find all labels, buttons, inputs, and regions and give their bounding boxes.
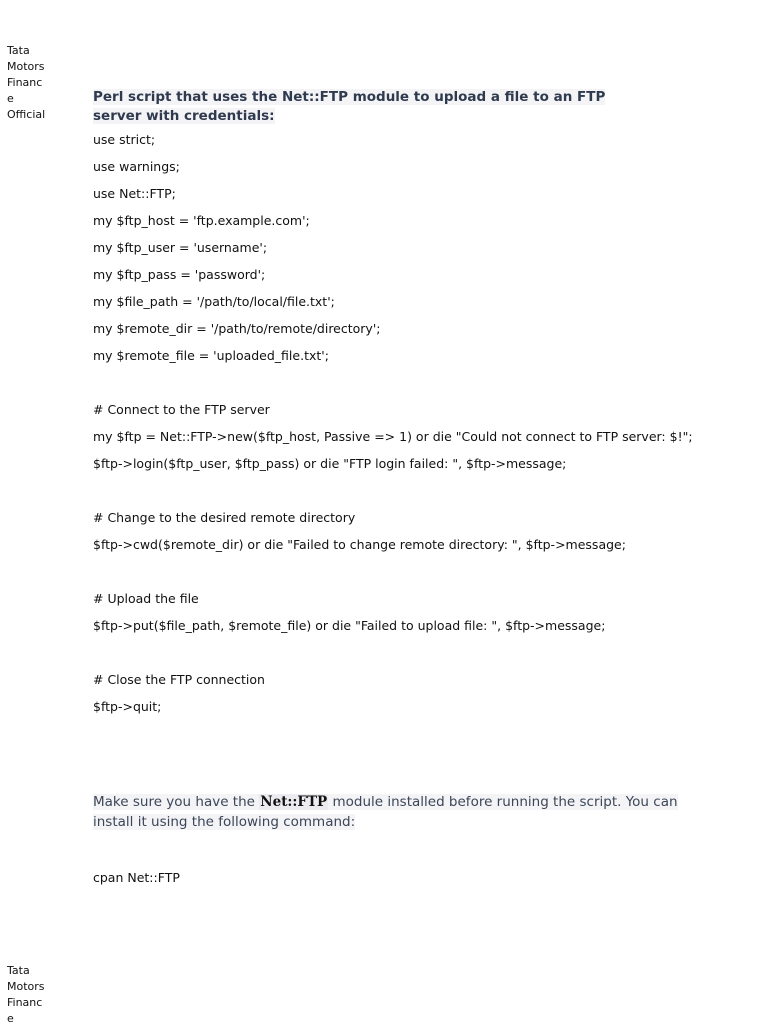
header-label-line: Financ xyxy=(7,76,43,89)
document-body xyxy=(93,88,693,726)
code-comment: # Change to the desired remote directory xyxy=(93,510,356,525)
code-line: my $ftp_pass = 'password'; xyxy=(93,267,266,282)
code-line: $ftp->cwd($remote_dir) or die "Failed to change remote directory: ", $ftp->message; xyxy=(93,537,626,552)
blank-line xyxy=(93,483,693,499)
code-line: my $ftp_host = 'ftp.example.com'; xyxy=(93,213,310,228)
blank-line xyxy=(93,645,693,661)
code-line: $ftp->login($ftp_user, $ftp_pass) or die "FTP login failed: ", $ftp->message; xyxy=(93,456,567,471)
footer-label-line: Motors xyxy=(7,980,45,993)
heading-block xyxy=(93,88,653,126)
header-label-line: Official xyxy=(7,108,46,121)
code-comment: # Close the FTP connection xyxy=(93,672,265,687)
footer-label-line: Tata xyxy=(7,964,30,977)
code-line: my $remote_dir = '/path/to/remote/directory'; xyxy=(93,321,381,336)
footer-label-line: e xyxy=(7,1012,14,1025)
code-line: my $remote_file = 'uploaded_file.txt'; xyxy=(93,348,329,363)
install-note xyxy=(93,792,683,832)
code-line: my $file_path = '/path/to/local/file.txt'; xyxy=(93,294,335,309)
code-line: $ftp->put($file_path, $remote_file) or die "Failed to upload file: ", $ftp->message; xyxy=(93,618,606,633)
code-line: use Net::FTP; xyxy=(93,186,176,201)
blank-line xyxy=(93,564,693,580)
blank-line xyxy=(93,375,693,391)
code-line: use strict; xyxy=(93,132,156,147)
header-label-line: e xyxy=(7,92,14,105)
code-line: $ftp->quit; xyxy=(93,699,162,714)
footer-label-line: Financ xyxy=(7,996,43,1009)
note-text-after: module installed before running the script. You can install it using the following command: xyxy=(93,794,678,830)
note-text-before: Make sure you have the xyxy=(93,794,260,810)
page-title: Perl script that uses the Net::FTP module to upload a file to an FTP server with credentials: xyxy=(93,89,606,124)
code-line: my $ftp_user = 'username'; xyxy=(93,240,268,255)
code-line: use warnings; xyxy=(93,159,180,174)
code-comment: # Upload the file xyxy=(93,591,199,606)
code-line: my $ftp = Net::FTP->new($ftp_host, Passive => 1) or die "Could not connect to FTP server: $!"; xyxy=(93,429,693,444)
header-label-line: Tata xyxy=(7,44,30,57)
install-command: cpan Net::FTP xyxy=(93,870,180,885)
code-listing xyxy=(93,132,693,715)
module-name: Net::FTP xyxy=(260,794,328,810)
footer-label xyxy=(7,963,51,1027)
code-comment: # Connect to the FTP server xyxy=(93,402,270,417)
header-label-line: Motors xyxy=(7,60,45,73)
header-label xyxy=(7,43,51,123)
